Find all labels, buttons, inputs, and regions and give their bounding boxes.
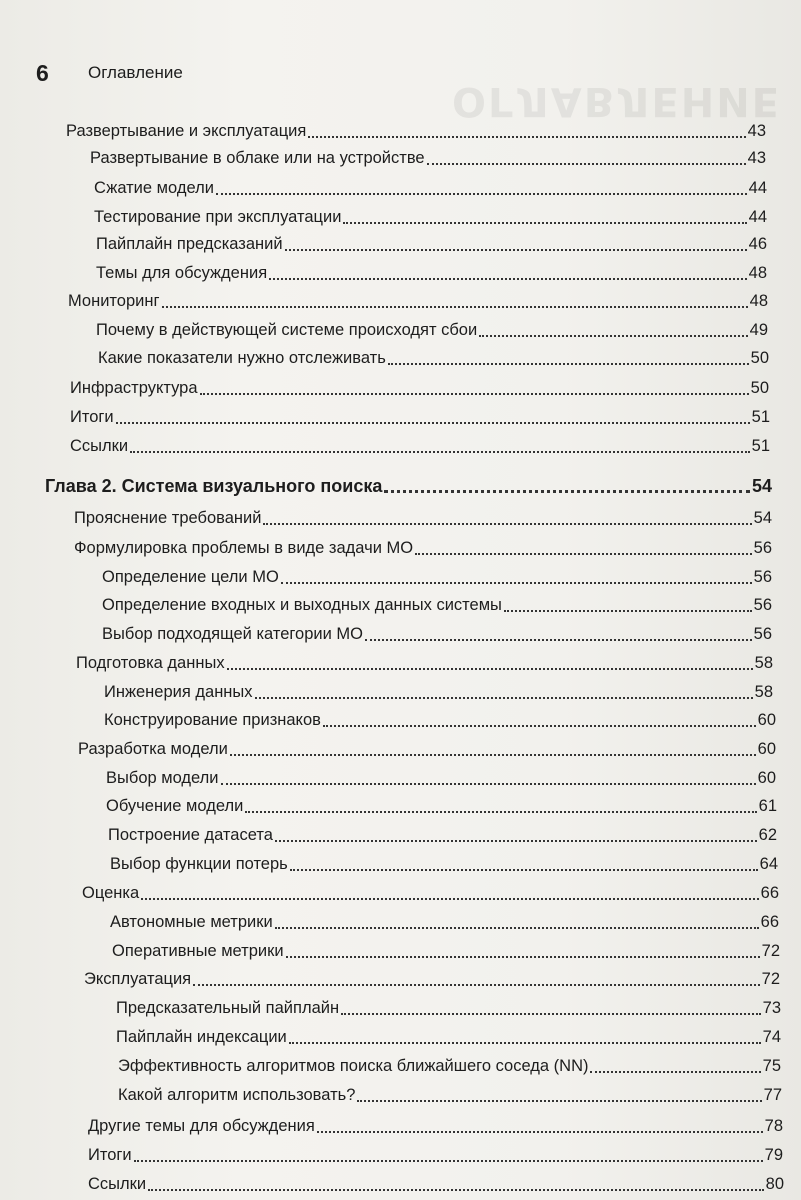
toc-entry[interactable] bbox=[112, 940, 780, 962]
toc-entry-page: 74 bbox=[762, 1028, 781, 1046]
toc-entry[interactable] bbox=[82, 882, 779, 904]
dot-leader bbox=[230, 744, 756, 756]
dot-leader bbox=[317, 1121, 763, 1133]
toc-entry-page: 61 bbox=[758, 797, 777, 815]
dot-leader bbox=[269, 268, 747, 280]
toc-entry-page: 48 bbox=[748, 264, 767, 282]
toc-entry-title: Формулировка проблемы в виде задачи МО bbox=[74, 539, 414, 557]
toc-entry-title: Пайплайн индексации bbox=[116, 1028, 287, 1046]
toc-entry-title: Мониторинг bbox=[68, 292, 160, 310]
dot-leader bbox=[281, 572, 752, 584]
toc-entry-page: 66 bbox=[760, 913, 779, 931]
toc-entry[interactable] bbox=[76, 652, 773, 674]
toc-entry-page: 66 bbox=[760, 884, 779, 902]
toc-entry[interactable] bbox=[108, 824, 777, 846]
toc-entry[interactable] bbox=[104, 709, 776, 731]
toc-entry[interactable] bbox=[66, 120, 766, 142]
toc-entry-page: 54 bbox=[751, 476, 772, 496]
toc-entry-title: Подготовка данных bbox=[76, 654, 225, 672]
dot-leader bbox=[388, 353, 749, 365]
toc-entry-title: Предсказательный пайплайн bbox=[116, 999, 340, 1017]
toc-entry-title: Почему в действующей системе происходят сбои bbox=[96, 321, 478, 339]
toc-entry[interactable] bbox=[118, 1084, 782, 1106]
dot-leader bbox=[285, 239, 747, 251]
toc-entry-title: Конструирование признаков bbox=[104, 711, 321, 729]
toc-entry-page: 80 bbox=[765, 1175, 784, 1193]
dot-leader bbox=[141, 888, 758, 900]
toc-entry-title: Какие показатели нужно отслеживать bbox=[98, 349, 386, 367]
toc-entry[interactable] bbox=[88, 1115, 783, 1137]
dot-leader bbox=[504, 600, 752, 612]
toc-entry-page: 43 bbox=[747, 122, 766, 140]
toc-entry[interactable] bbox=[104, 681, 773, 703]
toc-entry-page: 44 bbox=[748, 208, 767, 226]
toc-entry-page: 56 bbox=[753, 539, 772, 557]
toc-entry-title: Глава 2. Система визуального поиска bbox=[45, 476, 383, 496]
toc-entry[interactable] bbox=[102, 594, 772, 616]
toc-entry-page: 43 bbox=[747, 149, 766, 167]
toc-chapter-entry[interactable] bbox=[45, 475, 772, 497]
toc-entry[interactable] bbox=[84, 968, 780, 990]
dot-leader bbox=[148, 1179, 764, 1191]
dot-leader bbox=[286, 946, 760, 958]
dot-leader bbox=[590, 1061, 760, 1073]
toc-entry-title: Определение цели МО bbox=[102, 568, 279, 586]
toc-entry-page: 75 bbox=[762, 1057, 781, 1075]
toc-entry[interactable] bbox=[74, 507, 772, 529]
dot-leader bbox=[415, 543, 752, 555]
toc-entry[interactable] bbox=[94, 177, 767, 199]
dot-leader bbox=[275, 917, 759, 929]
toc-entry[interactable] bbox=[102, 566, 772, 588]
dot-leader bbox=[116, 412, 750, 424]
dot-leader bbox=[193, 974, 760, 986]
toc-entry-page: 58 bbox=[754, 683, 773, 701]
dot-leader bbox=[255, 687, 753, 699]
toc-entry-title: Эксплуатация bbox=[84, 970, 192, 988]
dot-leader bbox=[357, 1090, 761, 1102]
dot-leader bbox=[343, 212, 746, 224]
dot-leader bbox=[130, 441, 750, 453]
toc-entry-title: Инфраструктура bbox=[70, 379, 198, 397]
toc-entry[interactable] bbox=[116, 997, 781, 1019]
dot-leader bbox=[290, 859, 758, 871]
toc-entry-title: Какой алгоритм использовать? bbox=[118, 1086, 356, 1104]
toc-entry-title: Ссылки bbox=[88, 1175, 147, 1193]
toc-entry-page: 46 bbox=[748, 235, 767, 253]
dot-leader bbox=[275, 830, 757, 842]
toc-entry-title: Выбор функции потерь bbox=[110, 855, 288, 873]
toc-entry-title: Ссылки bbox=[70, 437, 129, 455]
dot-leader bbox=[365, 629, 752, 641]
toc-entry-title: Другие темы для обсуждения bbox=[88, 1117, 315, 1135]
toc-entry-page: 64 bbox=[759, 855, 778, 873]
toc-entry[interactable] bbox=[98, 347, 769, 369]
toc-entry[interactable] bbox=[110, 911, 779, 933]
toc-entry-page: 79 bbox=[764, 1146, 783, 1164]
toc-entry-page: 50 bbox=[750, 349, 769, 367]
toc-entry-page: 58 bbox=[754, 654, 773, 672]
bleed-through-title: ОГЛАВЛЕНИЕ bbox=[452, 78, 781, 124]
toc-entry-title: Итоги bbox=[70, 408, 114, 426]
toc-entry-title: Построение датасета bbox=[108, 826, 273, 844]
dot-leader bbox=[341, 1003, 761, 1015]
toc-entry[interactable] bbox=[106, 767, 776, 789]
toc-entry[interactable] bbox=[70, 435, 770, 457]
toc-entry[interactable] bbox=[90, 147, 766, 169]
toc-entry-title: Итоги bbox=[88, 1146, 132, 1164]
toc-entry[interactable] bbox=[70, 406, 770, 428]
dot-leader bbox=[227, 658, 753, 670]
toc-entry-title: Инженерия данных bbox=[104, 683, 253, 701]
dot-leader bbox=[289, 1032, 761, 1044]
toc-entry-title: Эффективность алгоритмов поиска ближайшего соседа (NN) bbox=[118, 1057, 589, 1075]
dot-leader bbox=[200, 383, 749, 395]
toc-entry[interactable] bbox=[94, 206, 767, 228]
toc-entry-page: 51 bbox=[751, 408, 770, 426]
toc-entry-title: Тестирование при эксплуатации bbox=[94, 208, 342, 226]
toc-entry-title: Определение входных и выходных данных системы bbox=[102, 596, 502, 614]
dot-leader bbox=[263, 513, 751, 525]
toc-entry-page: 51 bbox=[751, 437, 770, 455]
toc-entry[interactable] bbox=[118, 1055, 781, 1077]
toc-entry-page: 60 bbox=[757, 769, 776, 787]
dot-leader bbox=[245, 801, 756, 813]
toc-entry-page: 44 bbox=[748, 179, 767, 197]
toc-entry-title: Прояснение требований bbox=[74, 509, 262, 527]
toc-entry-title: Темы для обсуждения bbox=[96, 264, 268, 282]
toc-entry[interactable] bbox=[116, 1026, 781, 1048]
toc-entry-page: 60 bbox=[757, 740, 776, 758]
dot-leader bbox=[323, 715, 756, 727]
toc-entry[interactable] bbox=[74, 537, 772, 559]
toc-entry-page: 56 bbox=[753, 596, 772, 614]
page-number: 6 bbox=[36, 59, 49, 86]
toc-entry-page: 56 bbox=[753, 625, 772, 643]
toc-entry[interactable] bbox=[110, 853, 778, 875]
toc-entry-page: 72 bbox=[761, 970, 780, 988]
toc-entry[interactable] bbox=[96, 233, 767, 255]
dot-leader bbox=[308, 126, 745, 138]
toc-entry-page: 78 bbox=[764, 1117, 783, 1135]
running-title: Оглавление bbox=[88, 63, 183, 82]
toc-entry[interactable] bbox=[78, 738, 776, 760]
toc-entry[interactable] bbox=[70, 377, 769, 399]
toc-entry-page: 49 bbox=[749, 321, 768, 339]
toc-entry[interactable] bbox=[68, 290, 768, 312]
toc-entry-title: Пайплайн предсказаний bbox=[96, 235, 283, 253]
dot-leader bbox=[216, 183, 747, 195]
toc-entry[interactable] bbox=[96, 319, 768, 341]
toc-entry-title: Выбор подходящей категории МО bbox=[102, 625, 363, 643]
toc-entry-title: Обучение модели bbox=[106, 797, 244, 815]
toc-entry-page: 60 bbox=[757, 711, 776, 729]
dot-leader bbox=[134, 1150, 763, 1162]
dot-leader bbox=[162, 296, 748, 308]
toc-entry-page: 48 bbox=[749, 292, 768, 310]
toc-entry[interactable] bbox=[102, 623, 772, 645]
dot-leader bbox=[427, 153, 746, 165]
toc-entry-page: 72 bbox=[761, 942, 780, 960]
toc-entry-page: 62 bbox=[758, 826, 777, 844]
dot-leader bbox=[479, 325, 747, 337]
toc-entry-title: Разработка модели bbox=[78, 740, 228, 758]
toc-entry[interactable] bbox=[96, 262, 767, 284]
toc-entry-title: Сжатие модели bbox=[94, 179, 214, 197]
dot-leader bbox=[384, 480, 750, 493]
toc-entry-page: 77 bbox=[763, 1086, 782, 1104]
toc-entry-page: 50 bbox=[750, 379, 769, 397]
toc-entry[interactable] bbox=[106, 795, 777, 817]
toc-entry-title: Развертывание и эксплуатация bbox=[66, 122, 307, 140]
toc-entry-title: Оперативные метрики bbox=[112, 942, 284, 960]
dot-leader bbox=[221, 773, 756, 785]
toc-entry-title: Выбор модели bbox=[106, 769, 219, 787]
toc-entry-page: 54 bbox=[753, 509, 772, 527]
toc-entry-title: Оценка bbox=[82, 884, 140, 902]
toc-entry[interactable] bbox=[88, 1144, 783, 1166]
toc-entry[interactable] bbox=[88, 1173, 784, 1195]
toc-entry-title: Развертывание в облаке или на устройстве bbox=[90, 149, 425, 167]
toc-entry-title: Автономные метрики bbox=[110, 913, 273, 931]
toc-entry-page: 56 bbox=[753, 568, 772, 586]
toc-entry-page: 73 bbox=[762, 999, 781, 1017]
